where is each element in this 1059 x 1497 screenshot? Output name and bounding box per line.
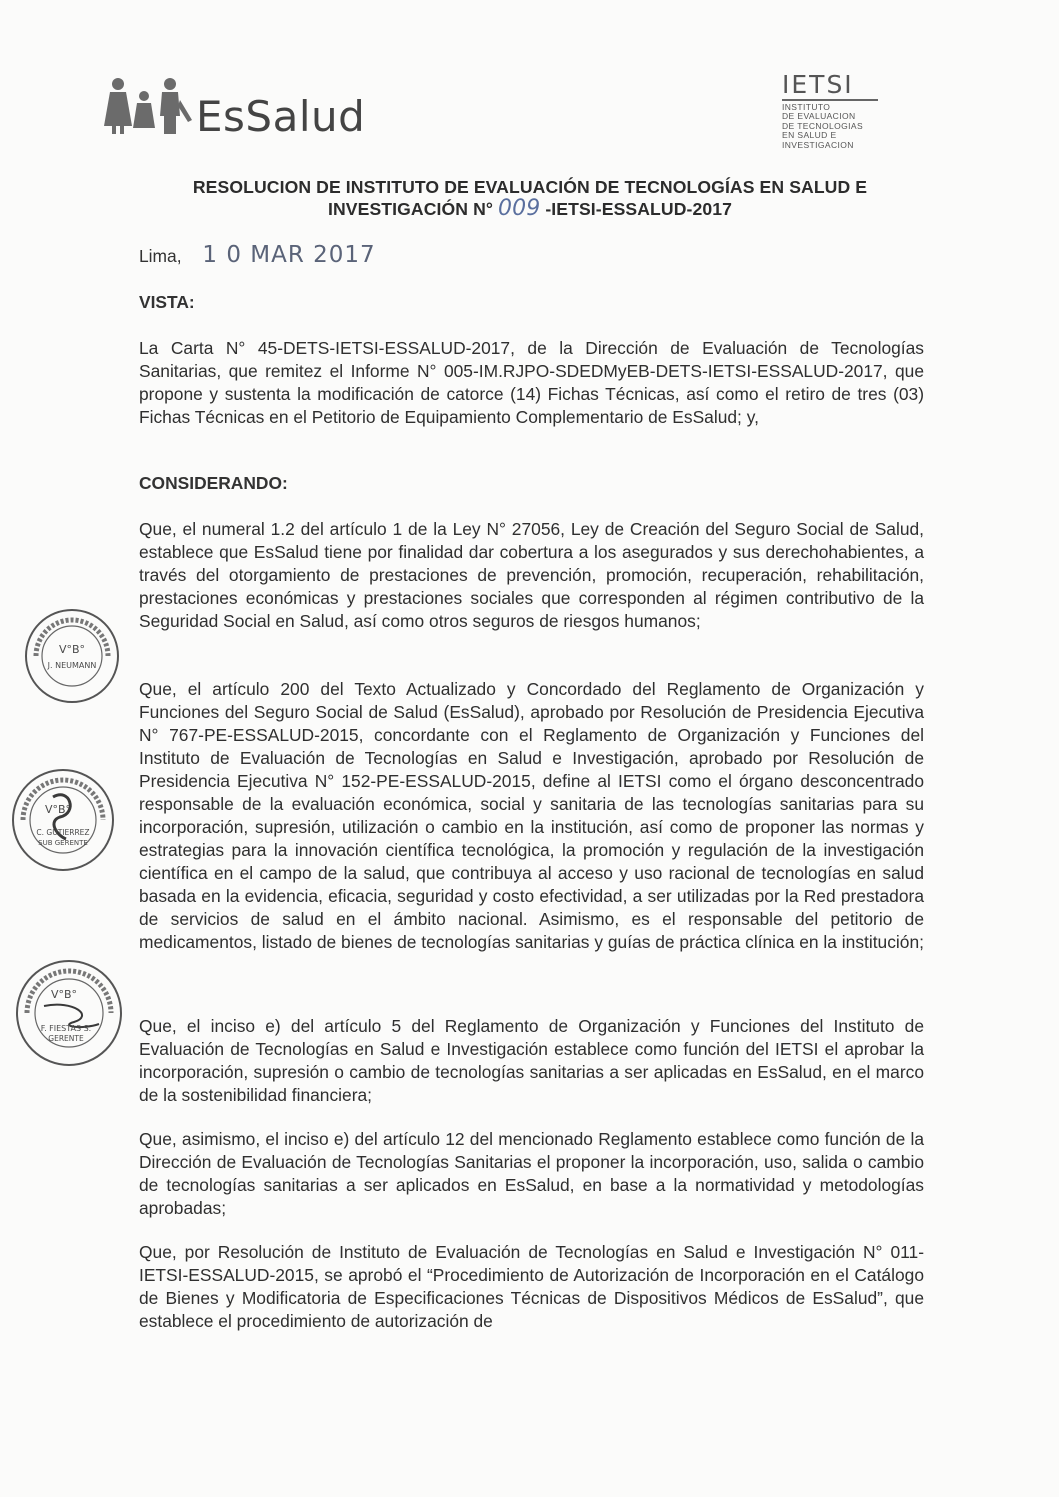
stamp-seal — [8, 765, 118, 875]
considerando-paragraph-4: Que, asimismo, el inciso e) del artículo 12 del mencionado Reglamento establece como función de la Dirección de Evaluación de Tecnologías Sanitarias el proponer la incorporación, uso, salida o cambio de tecnologías sanitarias a ser aplicados en EsSalud, en base a la normatividad y metodologías aprobadas; — [139, 1129, 924, 1218]
ietsi-line: INVESTIGACION — [782, 139, 854, 150]
stamp-name: C. GUTIERREZ — [36, 828, 90, 837]
stamp-name: F. FIESTAS S. — [40, 1024, 92, 1033]
ietsi-rule — [782, 99, 878, 101]
stamp-role: GERENTE — [48, 1034, 84, 1043]
considerando-heading: CONSIDERANDO: — [139, 473, 288, 493]
date-label: Lima, — [139, 246, 182, 266]
ietsi-title: IETSI — [782, 70, 854, 99]
stamp-vobo: V°B° — [50, 988, 78, 1001]
stamp-seal — [22, 606, 122, 706]
date-stamp: 1 0 MAR 2017 — [202, 242, 376, 268]
title-line-1: RESOLUCION DE INSTITUTO DE EVALUACIÓN DE TECNOLOGÍAS EN SALUD E — [192, 177, 868, 197]
stamp-role: SUB GERENTE — [38, 839, 88, 847]
stamp-vobo: V°B° — [58, 643, 86, 656]
title-suffix: -IETSI-ESSALUD-2017 — [545, 199, 733, 219]
family-icon — [100, 76, 196, 136]
title-prefix: INVESTIGACIÓN N° — [327, 199, 494, 219]
date-line — [139, 242, 376, 268]
resolution-title — [130, 176, 930, 220]
considerando-paragraph-1: Que, el numeral 1.2 del artículo 1 de la Ley N° 27056, Ley de Creación del Seguro Social de Salud, establece que EsSalud tiene por finalidad dar cobertura a los asegurados y sus derechohabientes, a través del otorgamiento de prestaciones de prevención, promoción, recuperación, rehabilitación, prestaciones económicas y prestaciones sociales que corresponden al régimen contributivo de la Seguridad Social en Salud, así como otros seguros de riesgos humanos; — [139, 519, 924, 631]
considerando-paragraph-3: Que, el inciso e) del artículo 5 del Reglamento de Organización y Funciones del Instituto de Evaluación de Tecnologías en Salud e Investigación establece como función del IETSI el aprobar la incorporación, supresión o cambio de tecnologías sanitarias a ser aplicadas en EsSalud, en el marco de la sostenibilidad financiera; — [139, 1016, 924, 1105]
ietsi-line: INSTITUTO — [782, 102, 831, 112]
title-line-2 — [130, 198, 930, 220]
stamp-seal — [4, 958, 134, 1068]
logo-text: EsSalud — [196, 92, 366, 141]
considerando-paragraph-5: Que, por Resolución de Instituto de Evaluación de Tecnologías en Salud e Investigación N° 011-IETSI-ESSALUD-2015, se aprobó el “Procedimiento de Autorización de Incorporación en el Catálogo de Bienes y Modificatoria de Especificaciones Técnicas de Dispositivos Médicos de EsSalud”, que establece el procedimiento de autorización de — [139, 1242, 924, 1331]
ietsi-line: DE TECNOLOGIAS — [782, 120, 864, 131]
ietsi-line: DE EVALUACION — [782, 111, 856, 122]
stamp-vobo: V°B° — [44, 803, 72, 816]
resolution-number: 009 — [498, 196, 541, 221]
considerando-paragraph-2: Que, el artículo 200 del Texto Actualizado y Concordado del Reglamento de Organización y Funciones del Seguro Social de Salud (EsSalud), aprobado por Resolución de Presidencia Ejecutiva N° 767-PE-ESSALUD-2015, concordante con el Reglamento de Organización y Funciones del Instituto de Evaluación de Tecnologías en Salud e Investigación, aprobado por Resolución de Presidencia Ejecutiva N° 152-PE-ESSALUD-2015, define al IETSI como el órgano desconcentrado responsable de la evaluación económica, social y sanitaria de las tecnologías sanitarias para su incorporación, supresión, utilización o cambio en la institución, así como de proponer las normas y estrategias para la innovación científica tecnológica, la promoción y regulación de la investigación científica en el campo de la salud, que contribuya al acceso y uso racional de tecnologías en salud basada en la evidencia, eficacia, seguridad y costo efectividad, a ser utilizadas por la Red prestadora de servicios de salud en el ámbito nacional. Asimismo, es el responsable del petitorio de medicamentos, listado de bienes de tecnologías sanitarias y guías de práctica clínica en la institución; — [139, 679, 924, 952]
ietsi-line: EN SALUD E — [782, 130, 837, 141]
stamp-name: J. NEUMANN — [47, 661, 97, 670]
ietsi-logo — [782, 72, 892, 150]
vista-paragraph: La Carta N° 45-DETS-IETSI-ESSALUD-2017, de la Dirección de Evaluación de Tecnologías Sanitarias, que remitez el Informe N° 005-IM.RJPO-SDEDMyEB-DETS-IETSI-ESSALUD-2017, que propone y sustenta la modificación de catorce (14) Fichas Técnicas, así como el retiro de tres (03) Fichas Técnicas en el Petitorio de Equipamiento Complementario de EsSalud; y, — [139, 338, 924, 427]
vista-heading: VISTA: — [139, 292, 195, 312]
essalud-logo — [100, 68, 380, 143]
